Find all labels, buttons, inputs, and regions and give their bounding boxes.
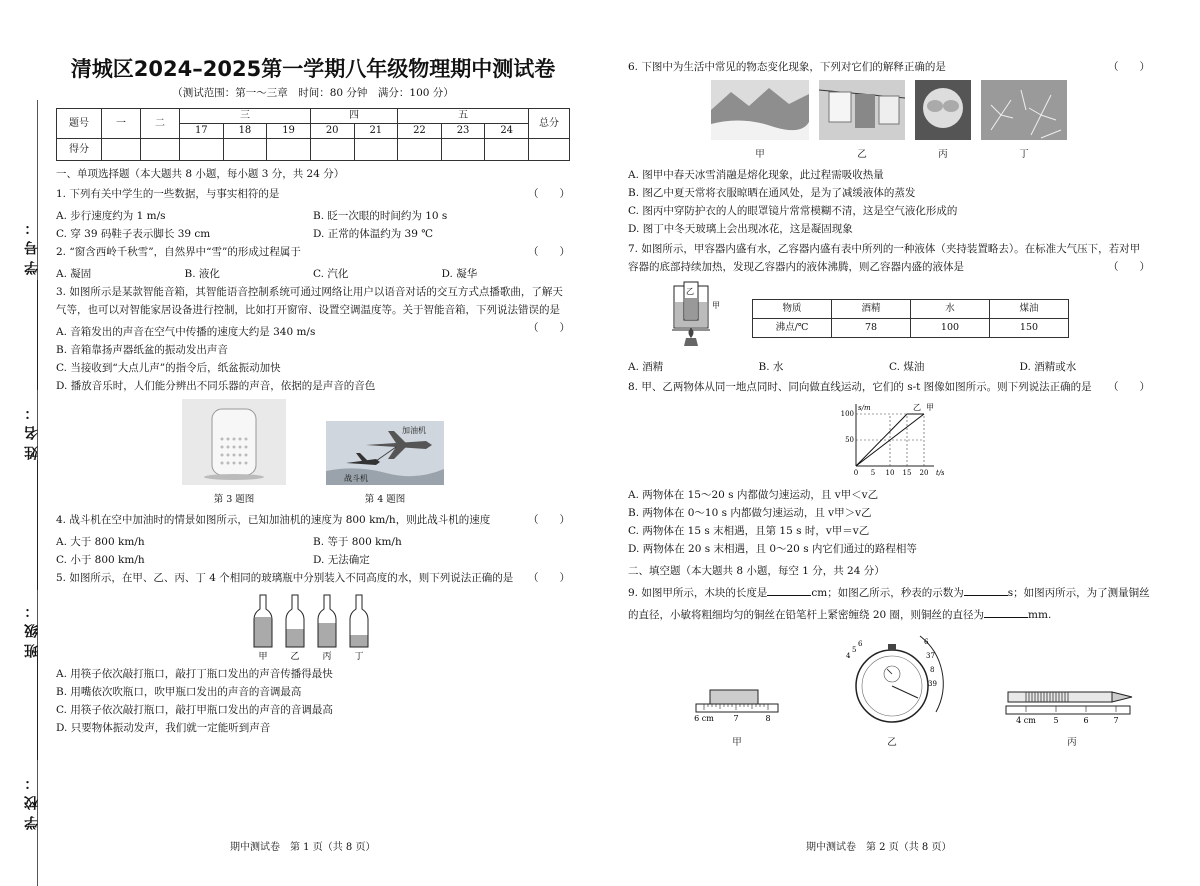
dial-number: 4: [846, 652, 851, 660]
option: A. 酒精: [628, 361, 664, 373]
cell: 五: [398, 109, 529, 124]
score-cell[interactable]: [180, 139, 224, 161]
answer-blank[interactable]: [767, 583, 811, 596]
figure-4: [326, 421, 444, 507]
fig-3-4: [56, 399, 570, 507]
q2-options: [56, 265, 570, 283]
dial-number: 37: [926, 652, 935, 660]
school-fill-line: [37, 650, 38, 760]
exam-subtitle: （测试范围：第一～三章 时间：80 分钟 满分：100 分）: [172, 87, 454, 99]
cell: 水: [911, 299, 990, 318]
fig-label: 甲: [755, 149, 765, 160]
dial-number: 8: [930, 666, 935, 674]
drying-clothes-image: [819, 80, 905, 140]
ruler-tick-label: 6 cm: [694, 714, 714, 723]
cell: 四: [310, 109, 397, 124]
fig-label: 甲: [732, 737, 742, 748]
q3-options: [56, 323, 570, 395]
st-graph: [834, 400, 944, 482]
ruler-tick-label: 7: [1113, 716, 1119, 725]
name-label: 姓名：: [24, 400, 40, 460]
option: D. 只要物体振动发声，我们就一定能听到声音: [56, 722, 271, 734]
cell: 22: [398, 124, 442, 139]
bottle-label: 丙: [322, 652, 332, 661]
name-fill-line: [37, 280, 38, 390]
ruler-tick-label: 5: [1053, 716, 1059, 725]
option: C. 用筷子依次敲打瓶口，敲打甲瓶口发出的声音的音调最高: [56, 704, 333, 716]
q9-text: 9. 如图甲所示，木块的长度是: [628, 587, 768, 599]
series-label: 乙: [913, 403, 921, 412]
q2-stem: 2. “窗含西岭千秋雪”，自然界中“雪”的形成过程属于: [56, 246, 301, 258]
score-cell[interactable]: [267, 139, 311, 161]
y-axis-label: s/m: [858, 404, 871, 412]
answer-blank[interactable]: [984, 605, 1028, 618]
x-tick-label: 5: [870, 469, 876, 477]
q4-options: [56, 533, 570, 569]
fighter-label: 战斗机: [344, 474, 368, 483]
option: D. 两物体在 20 s 末相遇，且 0～20 s 内它们通过的路程相等: [628, 543, 917, 555]
cell: 100: [911, 318, 990, 337]
score-cell[interactable]: [398, 139, 442, 161]
score-table: [56, 108, 570, 161]
option: D. 正常的体温约为 39 ℃: [313, 228, 434, 240]
q9-text: s；如图丙所示，为了测量铜丝的直径，小敏将粗细均匀的铜丝在铅笔杆上紧密缠绕 20 圈，则铜丝的直径为: [628, 587, 1150, 621]
q7-stem: 7. 如图所示，甲容器内盛有水，乙容器内盛有表中所列的一种液体（夹持装置略去）。在标准大气压下，若对甲容器的底部持续加热，发现乙容器内的液体沸腾，则乙容器内盛的液体是: [628, 243, 1141, 273]
answer-paren[interactable]: （ ）: [528, 246, 570, 258]
x-tick-label: 15: [902, 469, 912, 477]
x-tick-label: 0: [853, 469, 859, 477]
dial-number: 5: [852, 646, 857, 654]
y-tick-label: 50: [845, 436, 854, 444]
class-label: 班级：: [24, 598, 40, 658]
fig-label: 丙: [938, 149, 948, 160]
cell: 煤油: [990, 299, 1069, 318]
question-1: [56, 185, 570, 203]
answer-paren[interactable]: （ ）: [1108, 61, 1150, 73]
ruler-tick-label: 7: [733, 714, 739, 723]
option: B. 两物体在 0～10 s 内都做匀速运动，且 v甲＞v乙: [628, 507, 872, 519]
fig-label: 丁: [1019, 149, 1029, 160]
option: B. 音箱靠扬声器纸盆的振动发出声音: [56, 344, 228, 356]
answer-paren[interactable]: （ ）: [528, 188, 570, 200]
option: D. 凝华: [441, 268, 478, 280]
option: D. 无法确定: [313, 554, 370, 566]
q8-stem: 8. 甲、乙两物体从同一地点同时、同向做直线运动，它们的 s-t 图像如图所示。则下列说法正确的是: [628, 381, 1092, 393]
cell: 酒精: [832, 299, 911, 318]
cell: 19: [267, 124, 311, 139]
page-2: [628, 58, 1150, 750]
y-tick-label: 100: [840, 410, 854, 418]
option: A. 凝固: [56, 268, 92, 280]
cell: 24: [485, 124, 529, 139]
cell: 150: [990, 318, 1069, 337]
ruler-tick-label: 8: [765, 714, 771, 723]
ice-flowers-image: [981, 80, 1067, 140]
score-cell[interactable]: [310, 139, 354, 161]
q1-options: [56, 207, 570, 243]
option: C. 穿 39 码鞋子表示脚长 39 cm: [56, 228, 211, 240]
beakers-image: [668, 280, 728, 356]
score-cell[interactable]: [223, 139, 267, 161]
answer-paren[interactable]: （ ）: [1108, 381, 1150, 393]
answer-paren[interactable]: （ ）: [528, 572, 570, 584]
footer-page-1: 期中测试卷 第 1 页（共 8 页）: [230, 842, 376, 853]
option: D. 酒精或水: [1019, 361, 1077, 373]
fig-ding: [981, 80, 1067, 162]
refueling-planes-image: [326, 421, 444, 485]
q6-figures: [628, 80, 1150, 162]
bottle-label: 丁: [354, 652, 364, 661]
answer-paren[interactable]: （ ）: [1108, 261, 1150, 273]
bottle-label: 甲: [258, 652, 268, 661]
fig-bing: [915, 80, 971, 162]
cell: 物质: [753, 299, 832, 318]
q4-stem: 4. 战斗机在空中加油时的情景如图所示，已知加油机的速度为 800 km/h，则此战斗机的速度: [56, 514, 491, 526]
series-label: 甲: [926, 403, 934, 412]
ruler-block-image: [694, 688, 780, 728]
question-2: [56, 243, 570, 261]
x-tick-label: 20: [919, 469, 929, 477]
cell: 得分: [57, 139, 102, 161]
score-cell[interactable]: [441, 139, 485, 161]
cell: 78: [832, 318, 911, 337]
q5-options: [56, 665, 570, 737]
option: C. 煤油: [889, 361, 925, 373]
dial-number: 39: [928, 680, 937, 688]
option: C. 当接收到“大点儿声”的指令后，纸盆振动加快: [56, 362, 281, 374]
score-cell[interactable]: [354, 139, 398, 161]
cell: 一: [102, 109, 141, 139]
cell: 21: [354, 124, 398, 139]
question-4: [56, 511, 570, 529]
q6-options: [628, 166, 1150, 238]
fig-yi: [819, 80, 905, 162]
fig-3-caption: 第 3 题图: [213, 494, 255, 505]
cell: 三: [180, 109, 311, 124]
score-cell[interactable]: [485, 139, 529, 161]
option: C. 图丙中穿防护衣的人的眼罩镜片常常模糊不清，这是空气液化形成的: [628, 205, 958, 217]
student-no-label: 学号：: [24, 215, 40, 275]
cell: 17: [180, 124, 224, 139]
q9-figures: [628, 632, 1150, 750]
fig-jia: [711, 80, 809, 162]
footer-page-2: 期中测试卷 第 2 页（共 8 页）: [806, 842, 952, 853]
option: C. 小于 800 km/h: [56, 554, 145, 566]
section-1-heading: 一、单项选择题（本大题共 8 小题，每小题 3 分，共 24 分）: [56, 168, 345, 180]
fig-label: 乙: [887, 737, 897, 748]
fig-4-caption: 第 4 题图: [364, 494, 406, 505]
q7-options: [628, 358, 1150, 376]
binding-margin: [0, 0, 48, 886]
bottles-figure: [56, 591, 570, 665]
dial-number: 6: [858, 640, 863, 648]
smart-speaker-image: [182, 399, 286, 485]
score-cell[interactable]: [529, 139, 570, 161]
cell: 沸点/℃: [753, 318, 832, 337]
option: B. 眨一次眼的时间约为 10 s: [313, 210, 448, 222]
section-2-heading: 二、填空题（本大题共 8 小题，每空 1 分，共 24 分）: [628, 565, 885, 577]
figure-3: [182, 399, 286, 507]
option: A. 两物体在 15～20 s 内都做匀速运动，且 v甲＜v乙: [628, 489, 879, 501]
beaker-jia-label: 甲: [712, 301, 720, 310]
answer-paren[interactable]: （ ）: [528, 322, 570, 334]
option: B. 图乙中夏天常将衣服晾晒在通风处，是为了减缓液体的蒸发: [628, 187, 916, 199]
q5-stem: 5. 如图所示，在甲、乙、丙、丁 4 个相同的玻璃瓶中分别装入不同高度的水，则下列说法正确的是: [56, 572, 514, 584]
fig-label: 乙: [857, 149, 867, 160]
question-6: [628, 58, 1150, 76]
fig-pencil-wire: [1004, 688, 1140, 750]
question-7: [628, 240, 1150, 276]
option: A. 大于 800 km/h: [56, 536, 145, 548]
option: D. 图丁中冬天玻璃上会出现冰花，这是凝固现象: [628, 223, 853, 235]
q9-text: cm；如图乙所示，秒表的示数为: [811, 587, 964, 599]
q3-stem: 3. 如图所示是某款智能音箱，其智能语音控制系统可通过网络让用户以语音对话的交互方式点播歌曲，了解天气等，也可以对智能家居设备进行控制，比如打开窗帘、设置空调温度等。关于智能音箱，下列说法错误的是: [56, 286, 563, 316]
score-cell[interactable]: [102, 139, 141, 161]
q7-figure: [668, 280, 1150, 356]
dial-number: 6: [924, 638, 929, 646]
q8-options: [628, 486, 1150, 558]
option: D. 播放音乐时，人们能分辨出不同乐器的声音，依据的是声音的音色: [56, 380, 376, 392]
option: A. 音箱发出的声音在空气中传播的速度大约是 340 m/s: [56, 326, 316, 338]
x-tick-label: 10: [885, 469, 895, 477]
tanker-label: 加油机: [402, 426, 426, 435]
boiling-point-table: [752, 299, 1069, 338]
school-label: 学校：: [24, 770, 40, 830]
q9-text: mm.: [1028, 609, 1052, 621]
fig-stopwatch: [832, 632, 952, 750]
pencil-wire-image: [1004, 688, 1140, 728]
answer-blank[interactable]: [964, 583, 1008, 596]
option: C. 汽化: [313, 268, 349, 280]
fig-label: 丙: [1067, 737, 1077, 748]
option: A. 用筷子依次敲打瓶口，敲打丁瓶口发出的声音传播得最快: [56, 668, 333, 680]
question-5: [56, 569, 570, 587]
bottle-label: 乙: [290, 652, 300, 661]
option: A. 图甲中春天冰雪消融是熔化现象，此过程需吸收热量: [628, 169, 884, 181]
option: B. 水: [758, 361, 784, 373]
score-cell[interactable]: [141, 139, 180, 161]
question-9: [628, 582, 1150, 626]
ruler-tick-label: 6: [1083, 716, 1089, 725]
cell: 二: [141, 109, 180, 139]
cell: 总分: [529, 109, 570, 139]
question-8: [628, 378, 1150, 396]
page-1: [56, 58, 570, 737]
cell: 18: [223, 124, 267, 139]
protective-goggles-image: [915, 80, 971, 140]
fig-ruler-block: [694, 688, 780, 750]
option: B. 等于 800 km/h: [313, 536, 402, 548]
melting-snow-image: [711, 80, 809, 140]
bottles-image: [248, 591, 378, 661]
option: B. 用嘴依次吹瓶口，吹甲瓶口发出的声音的音调最高: [56, 686, 302, 698]
stopwatch-image: [832, 632, 952, 728]
exam-title: 清城区2024–2025第一学期八年级物理期中测试卷: [70, 57, 556, 81]
cell: 20: [310, 124, 354, 139]
cell: 23: [441, 124, 485, 139]
option: A. 步行速度约为 1 m/s: [56, 210, 166, 222]
ruler-tick-label: 4 cm: [1016, 716, 1036, 725]
cell: 题号: [57, 109, 102, 139]
option: C. 两物体在 15 s 末相遇，且第 15 s 时，v甲＝v乙: [628, 525, 870, 537]
q6-stem: 6. 下图中为生活中常见的物态变化现象，下列对它们的解释正确的是: [628, 61, 946, 73]
q1-stem: 1. 下列有关中学生的一些数据，与事实相符的是: [56, 188, 280, 200]
class-fill-line: [37, 460, 38, 590]
beaker-yi-label: 乙: [686, 287, 694, 296]
x-axis-label: t/s: [936, 469, 944, 477]
st-graph-figure: [628, 400, 1150, 486]
option: B. 液化: [184, 268, 220, 280]
answer-paren[interactable]: （ ）: [528, 514, 570, 526]
